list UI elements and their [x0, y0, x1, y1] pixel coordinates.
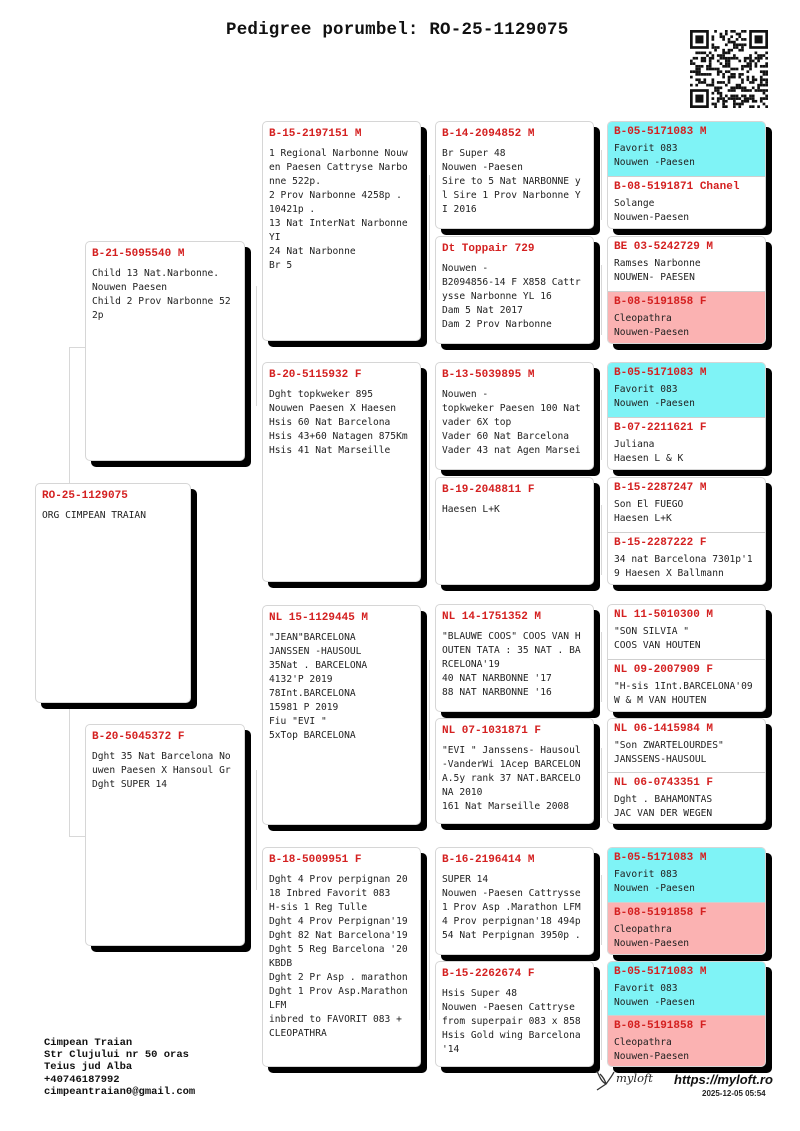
pigeon-card-dam[interactable]: [85, 724, 245, 946]
page-title: Pedigree porumbel: RO-25-1129075: [226, 20, 569, 40]
pigeon-info: Cleopathra Nouwen-Paesen: [614, 924, 690, 949]
pigeon-card-gen3[interactable]: [435, 121, 594, 229]
pigeon-info: Cleopathra Nouwen-Paesen: [614, 313, 690, 338]
pigeon-card-gen2[interactable]: [262, 605, 421, 825]
qr-code-icon: [690, 30, 768, 108]
connector-line: [256, 346, 257, 406]
connector-line: [429, 420, 430, 540]
ancestor-entry[interactable]: [608, 1015, 765, 1067]
ring-number: B-08-5191858 F: [614, 296, 707, 308]
ring-number: B-08-5191871 Chanel: [614, 181, 740, 193]
logo-text: myloft: [616, 1071, 653, 1085]
print-date: 2025-12-05 05:54: [702, 1089, 766, 1098]
pigeon-info: Dght 4 Prov perpignan 20 18 Inbred Favorit 083 H-sis 1 Reg Tulle Dght 4 Prov Perpignan'19 Dght 82 Nat Barcelona'19 Dght 5 Reg Barcelona '20 KBDB Dght 2 Pr Asp . marathon Dght 1 Prov Asp.Marathon LFM inbred to FAVORIT 083 + CLEOPATHRA: [269, 874, 408, 1039]
pigeon-logo-icon: [594, 1068, 616, 1092]
pigeon-card-gen3[interactable]: [435, 236, 594, 344]
connector-line: [69, 347, 70, 484]
ring-number: Dt Toppair 729: [442, 243, 535, 255]
pigeon-info: Favorit 083 Nouwen -Paesen: [614, 143, 695, 168]
pigeon-info: Solange Nouwen-Paesen: [614, 198, 690, 223]
ring-number: B-18-5009951 F: [269, 854, 362, 866]
ring-number: B-16-2196414 M: [442, 854, 535, 866]
connector-line: [256, 770, 257, 890]
pigeon-info: Dght . BAHAMONTAS JAC VAN DER WEGEN: [614, 794, 713, 819]
connector-line: [69, 347, 85, 348]
pigeon-info: Haesen L+K: [442, 504, 500, 515]
pigeon-info: "SON SILVIA " COOS VAN HOUTEN: [614, 626, 701, 651]
connector-line: [429, 175, 430, 290]
ring-number: B-21-5095540 M: [92, 248, 185, 260]
connector-line: [601, 632, 602, 702]
pigeon-info: Dght topkweker 895 Nouwen Paesen X Haesen Hsis 60 Nat Barcelona Hsis 43+60 Natagen 875Km Hsis 41 Nat Marseille: [269, 389, 408, 456]
pigeon-info: "Son ZWARTELOURDES" JANSSENS-HAUSOUL: [614, 740, 724, 765]
ring-number: B-20-5045372 F: [92, 731, 185, 743]
ancestor-entry[interactable]: [608, 122, 765, 176]
ancestor-entry[interactable]: [608, 902, 765, 955]
pigeon-info: SUPER 14 Nouwen -Paesen Cattrysse 1 Prov Asp .Marathon LFM 4 Prov perpignan'18 494p 54 Nat Perpignan 3950p .: [442, 874, 581, 941]
ring-number: RO-25-1129075: [42, 490, 128, 502]
pigeon-card-gen4[interactable]: [607, 362, 766, 470]
pigeon-card-gen2[interactable]: [262, 121, 421, 341]
ring-number: B-15-2262674 F: [442, 968, 535, 980]
ring-number: NL 11-5010300 M: [614, 609, 714, 621]
connector-line: [601, 990, 602, 1060]
pigeon-info: Son El FUEGO Haesen L+K: [614, 499, 684, 524]
owner-contact: [44, 1037, 195, 1098]
pigeon-info: Favorit 083 Nouwen -Paesen: [614, 983, 695, 1008]
connector-line: [69, 836, 85, 837]
connector-line: [429, 900, 430, 1020]
ancestor-entry[interactable]: [608, 719, 765, 772]
owner-name: Cimpean Traian: [44, 1037, 133, 1049]
ancestor-entry[interactable]: [608, 605, 765, 659]
ancestor-entry[interactable]: [608, 532, 765, 585]
pigeon-info: Juliana Haesen L & K: [614, 439, 684, 464]
pigeon-info: Favorit 083 Nouwen -Paesen: [614, 869, 695, 894]
pigeon-info: Cleopathra Nouwen-Paesen: [614, 1037, 690, 1062]
pigeon-info: Dght 35 Nat Barcelona No uwen Paesen X Hansoul Gr Dght SUPER 14: [92, 751, 231, 790]
pigeon-info: Br Super 48 Nouwen -Paesen Sire to 5 Nat NARBONNE y l Sire 1 Prov Narbonne Y I 2016: [442, 148, 581, 215]
pigeon-info: "BLAUWE COOS" COOS VAN H OUTEN TATA : 35 NAT . BA RCELONA'19 40 NAT NARBONNE '17 88 NAT NARBONNE '16: [442, 631, 581, 698]
pigeon-info: Hsis Super 48 Nouwen -Paesen Cattryse from superpair 083 x 858 Hsis Gold wing Barcelona '14: [442, 988, 581, 1055]
ring-number: B-15-2287247 M: [614, 482, 707, 494]
connector-line: [601, 265, 602, 335]
pigeon-info: 1 Regional Narbonne Nouw en Paesen Cattryse Narbo nne 522p. 2 Prov Narbonne 4258p . 10421p . 13 Nat InterNat Narbonne YI 24 Nat Narbonne Br 5: [269, 148, 408, 271]
connector-line: [256, 286, 257, 346]
pigeon-card-gen4[interactable]: [607, 718, 766, 824]
website-link[interactable]: https://myloft.ro: [674, 1072, 773, 1087]
ring-number: B-05-5171083 M: [614, 126, 707, 138]
pigeon-info: "JEAN"BARCELONA JANSSEN -HAUSOUL 35Nat . BARCELONA 4132'P 2019 78Int.BARCELONA 15981 P 2019 Fiu "EVI " 5xTop BARCELONA: [269, 632, 368, 741]
ancestor-entry[interactable]: [608, 291, 765, 344]
ring-number: NL 07-1031871 F: [442, 725, 542, 737]
pigeon-info: Nouwen - B2094856-14 F X858 Cattr ysse Narbonne YL 16 Dam 5 Nat 2017 Dam 2 Prov Narbonne: [442, 263, 581, 330]
ring-number: BE 03-5242729 M: [614, 241, 714, 253]
connector-line: [601, 875, 602, 945]
ring-number: B-15-2197151 M: [269, 128, 362, 140]
pigeon-card-gen4[interactable]: [607, 477, 766, 585]
pigeon-card-gen3[interactable]: [435, 362, 594, 470]
owner-email: cimpeantraian0@gmail.com: [44, 1085, 196, 1098]
ring-number: NL 06-1415984 M: [614, 723, 714, 735]
connector-line: [601, 748, 602, 818]
connector-line: [69, 703, 70, 836]
pigeon-card-gen3[interactable]: [435, 718, 594, 824]
ring-number: B-08-5191858 F: [614, 1020, 707, 1032]
ring-number: B-14-2094852 M: [442, 128, 535, 140]
pigeon-card-root[interactable]: [35, 483, 191, 703]
ring-number: B-07-2211621 F: [614, 422, 707, 434]
ancestor-entry[interactable]: [608, 363, 765, 417]
pigeon-info: Child 13 Nat.Narbonne. Nouwen Paesen Child 2 Prov Narbonne 52 2p: [92, 268, 231, 321]
owner-city: Teius jud Alba: [44, 1061, 133, 1074]
pigeon-info: "H-sis 1Int.BARCELONA'09 W & M VAN HOUTEN: [614, 681, 753, 706]
pigeon-card-gen4[interactable]: [607, 847, 766, 955]
pigeon-card-gen4[interactable]: [607, 604, 766, 712]
pigeon-info: Nouwen - topkweker Paesen 100 Nat vader 6X top Vader 60 Nat Barcelona Vader 43 nat Agen Marsei: [442, 389, 581, 456]
ring-number: NL 14-1751352 M: [442, 611, 542, 623]
ancestor-entry[interactable]: [608, 772, 765, 824]
ancestor-entry[interactable]: [608, 659, 765, 712]
ring-number: B-08-5191858 F: [614, 907, 707, 919]
ring-number: B-05-5171083 M: [614, 966, 707, 978]
pigeon-card-gen3[interactable]: [435, 847, 594, 955]
myloft-logo: [594, 1068, 664, 1094]
pigeon-info: ORG CIMPEAN TRAIAN: [42, 510, 146, 521]
pigeon-card-gen3[interactable]: [435, 477, 594, 585]
ancestor-entry[interactable]: [608, 962, 765, 1015]
pigeon-card-gen4[interactable]: [607, 236, 766, 344]
pigeon-info: Ramses Narbonne NOUWEN- PAESEN: [614, 258, 701, 283]
connector-line: [601, 150, 602, 220]
ring-number: NL 06-0743351 F: [614, 777, 714, 789]
ancestor-entry[interactable]: [608, 417, 765, 470]
pigeon-card-gen4[interactable]: [607, 121, 766, 229]
ring-number: NL 09-2007909 F: [614, 664, 714, 676]
pigeon-card-gen4[interactable]: [607, 961, 766, 1067]
pigeon-card-gen3[interactable]: [435, 604, 594, 712]
ring-number: B-05-5171083 M: [614, 367, 707, 379]
pigeon-card-sire[interactable]: [85, 241, 245, 461]
ancestor-entry[interactable]: [608, 237, 765, 291]
ring-number: B-20-5115932 F: [269, 369, 362, 381]
pigeon-card-gen3[interactable]: [435, 961, 594, 1067]
owner-phone: +40746187992: [44, 1073, 120, 1086]
pigeon-info: "EVI " Janssens- Hausoul -VanderWi 1Acep BARCELON A.5y rank 37 NAT.BARCELO NA 2010 161 Nat Marseille 2008: [442, 745, 581, 812]
ring-number: B-13-5039895 M: [442, 369, 535, 381]
ring-number: B-05-5171083 M: [614, 852, 707, 864]
ring-number: B-15-2287222 F: [614, 537, 707, 549]
pigeon-card-gen2[interactable]: [262, 847, 421, 1067]
ancestor-entry[interactable]: [608, 848, 765, 902]
ancestor-entry[interactable]: [608, 176, 765, 229]
pigeon-info: 34 nat Barcelona 7301p'1 9 Haesen X Ballmann: [614, 554, 753, 579]
owner-street: Str Clujului nr 50 oras: [44, 1049, 189, 1062]
connector-line: [601, 390, 602, 460]
ring-number: B-19-2048811 F: [442, 484, 535, 496]
pigeon-info: Favorit 083 Nouwen -Paesen: [614, 384, 695, 409]
pigeon-card-gen2[interactable]: [262, 362, 421, 582]
connector-line: [429, 660, 430, 780]
connector-line: [601, 505, 602, 575]
ancestor-entry[interactable]: [608, 478, 765, 532]
ring-number: NL 15-1129445 M: [269, 612, 369, 624]
